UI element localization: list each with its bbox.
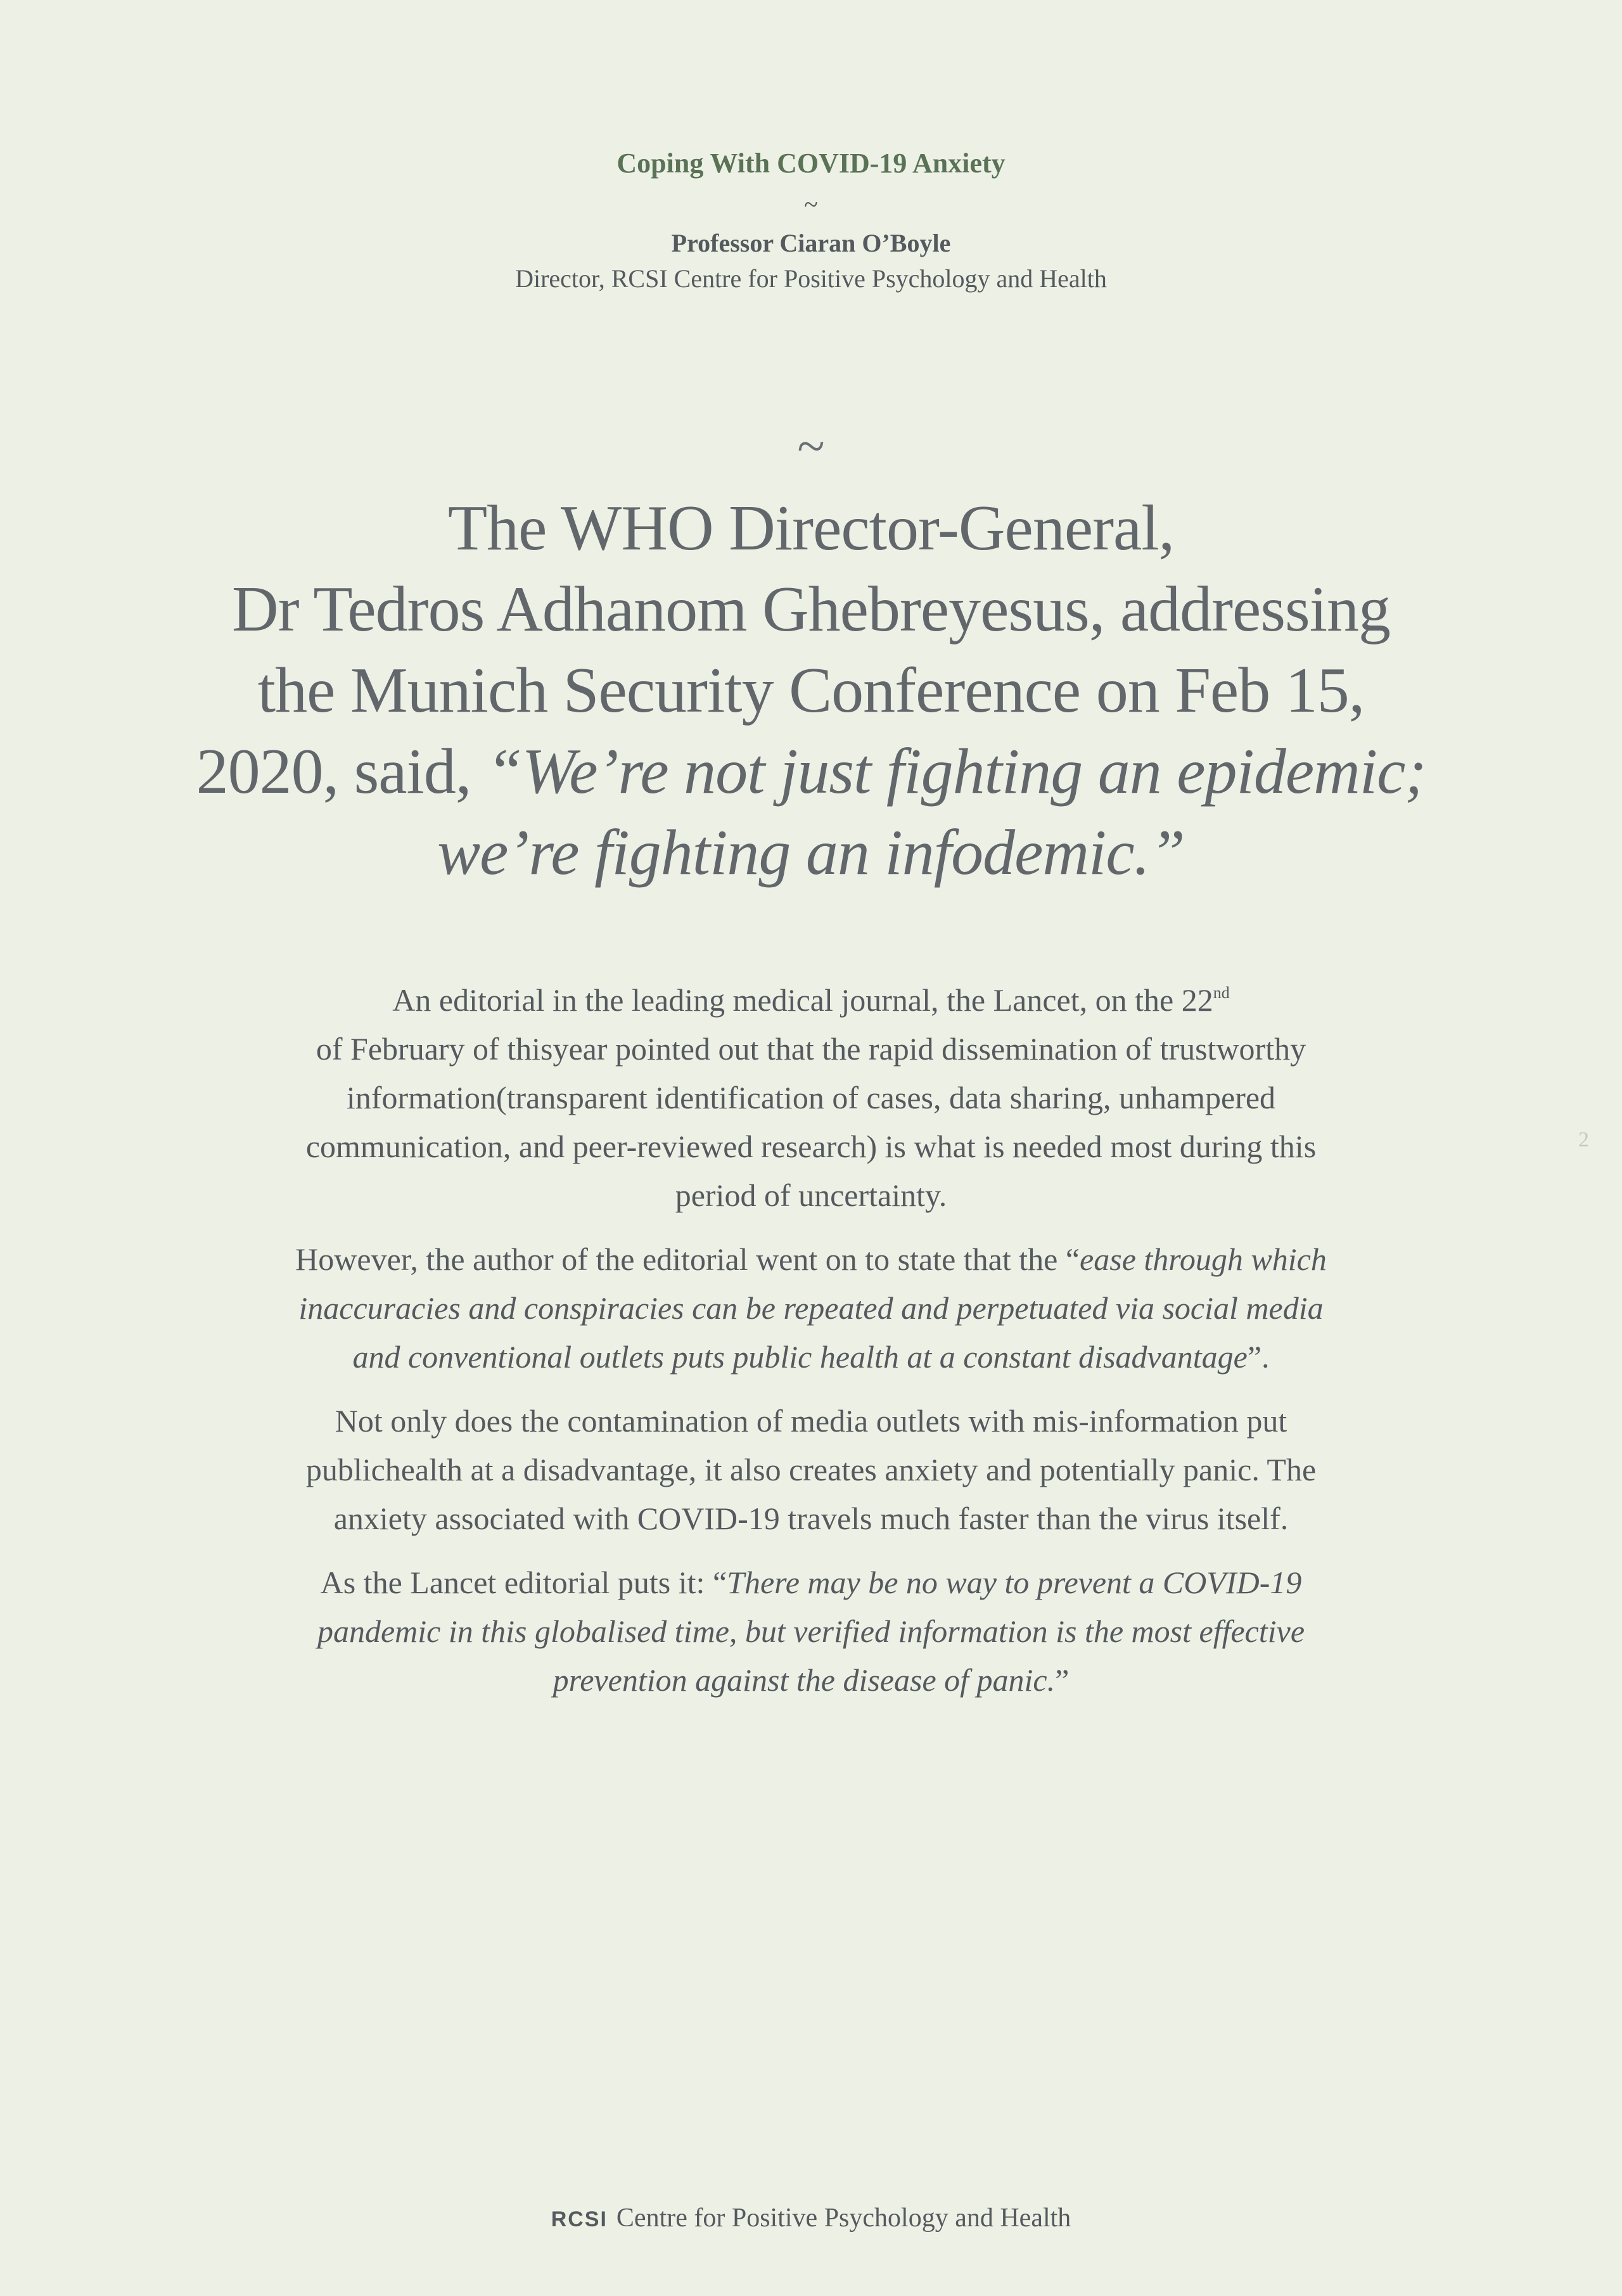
page-footer <box>0 2200 1622 2237</box>
paragraph-2 <box>279 1235 1343 1382</box>
paragraph-4-end: ” <box>1055 1662 1070 1698</box>
paragraph-3: Not only does the contamination of media outlets with mis-information put publichealth at a disadvantage, it also creates anxiety and potentially panic. The anxiety associated with COVID-19 travels much faster than the virus itself. <box>305 1403 1317 1536</box>
page-number: 2 <box>1578 1128 1589 1151</box>
pull-quote-line-4 <box>127 731 1495 812</box>
pull-quote-line-4-plain: 2020, said, <box>196 736 487 807</box>
document-title: Coping With COVID-19 Anxiety <box>616 148 1006 179</box>
paragraph-4-start: As the Lancet editorial puts it: “ <box>320 1565 727 1600</box>
paragraph-1-rest: of February of thisyear pointed out that the rapid dissemination of trustworthy information(transparent identification of cases, data sharing, unhampered communication, and peer-reviewed research) is what is needed most during this period of uncertainty. <box>305 1031 1317 1213</box>
pull-quote-line-3: the Munich Security Conference on Feb 15, <box>257 655 1365 726</box>
pull-quote-heading <box>127 488 1495 894</box>
pull-quote-line-5: we’re fighting an infodemic.” <box>437 817 1185 888</box>
body-text <box>279 976 1343 1720</box>
section-tilde-divider: ~ <box>797 419 825 475</box>
document-header <box>0 144 1622 297</box>
paragraph-4 <box>279 1558 1343 1705</box>
paragraph-1-start: An editorial in the leading medical journal, the Lancet, on the 22 <box>392 982 1213 1018</box>
header-tilde-divider: ~ <box>804 190 818 219</box>
paragraph-4-quote: There may be no way to prevent a COVID-19 pandemic in this globalised time, but verified information is the most effective prevention against the disease of panic. <box>317 1565 1305 1698</box>
rcsi-logo-text: RCSI <box>551 2207 608 2231</box>
paragraph-2-start: However, the author of the editorial went on to state that the “ <box>295 1241 1080 1277</box>
paragraph-1 <box>279 976 1343 1220</box>
author-name: Professor Ciaran O’Boyle <box>671 229 951 257</box>
pull-quote-line-1: The WHO Director-General, <box>447 492 1175 564</box>
footer-text: Centre for Positive Psychology and Health <box>616 2203 1071 2233</box>
pull-quote-line-2: Dr Tedros Adhanom Ghebreyesus, addressing <box>231 574 1391 645</box>
ordinal-suffix: nd <box>1213 984 1230 1002</box>
paragraph-2-quote: ease through which inaccuracies and conspiracies can be repeated and perpetuated via social media and conventional outlets puts public health at a constant disadvantage <box>298 1241 1327 1375</box>
paragraph-2-end: ”. <box>1247 1339 1270 1375</box>
author-role: Director, RCSI Centre for Positive Psychology and Health <box>515 264 1107 293</box>
pull-quote-line-4-italic: “We’re not just fighting an epidemic; <box>486 736 1426 807</box>
